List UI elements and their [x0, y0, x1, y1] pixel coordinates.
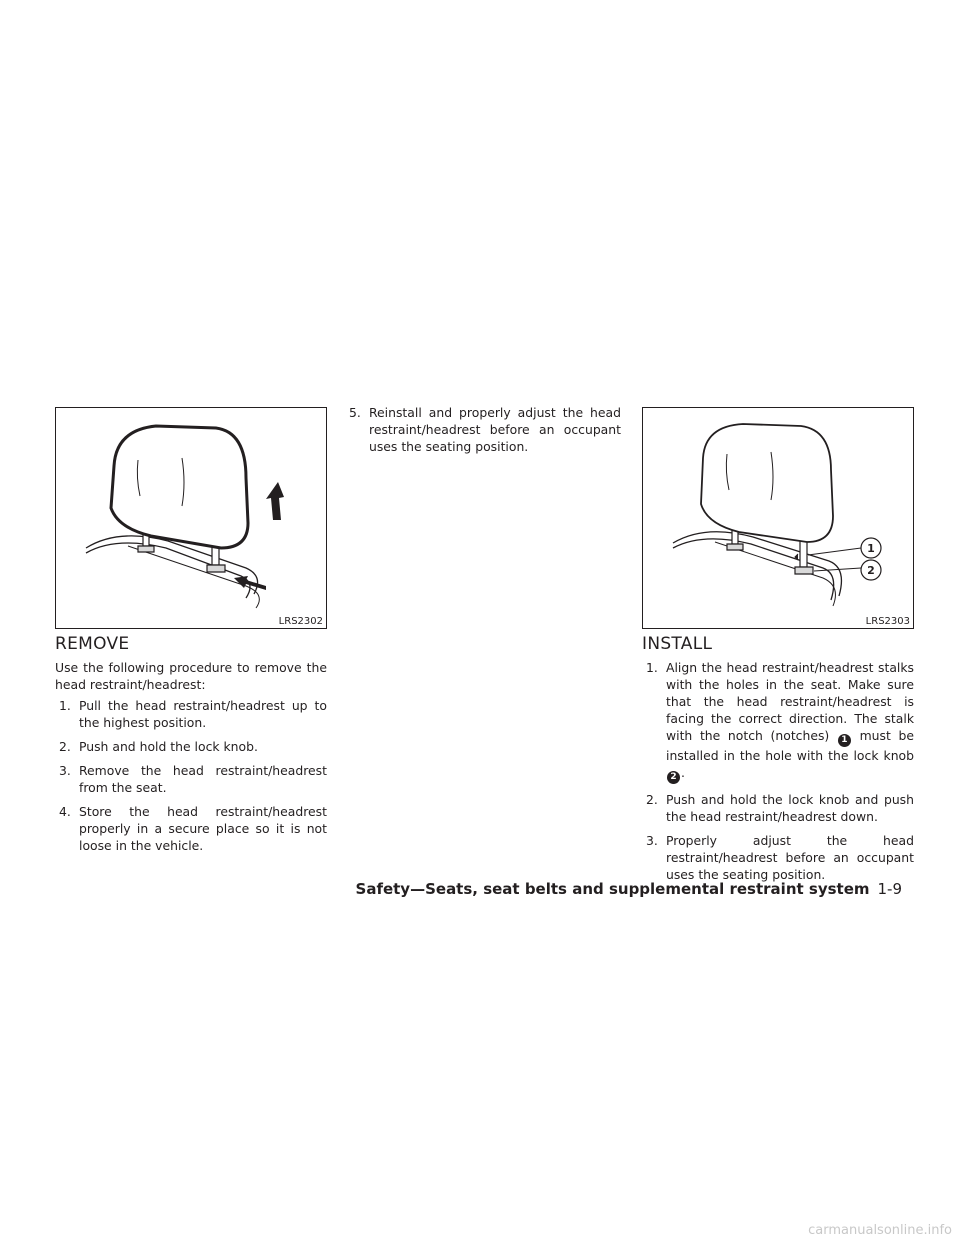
footer-section-title: Safety—Seats, seat belts and supplemental restraint system	[355, 880, 870, 898]
callout-2: 2	[867, 564, 875, 577]
remove-step-3: 3. Remove the head restraint/headrest from the seat.	[59, 763, 327, 795]
install-heading: INSTALL	[642, 634, 713, 654]
page-number: 1-9	[877, 880, 902, 898]
figure-code: LRS2303	[865, 616, 910, 627]
install-step-3: 3. Properly adjust the head restraint/headrest before an occupant uses the seating position.	[646, 833, 914, 882]
install-step-1: 1. Align the head restraint/headrest stalks with the holes in the seat. Make sure that the head restraint/headrest is facing the correct direction. The stalk with the notch (notches) 1 must be installed in the hole with the lock knob 2 .	[646, 660, 914, 782]
callout-1: 1	[867, 542, 875, 555]
headrest-remove-illustration	[56, 408, 328, 630]
headrest-install-illustration	[643, 408, 915, 630]
install-steps	[642, 659, 914, 890]
watermark: carmanualsonline.info	[808, 1223, 952, 1238]
remove-intro: Use the following procedure to remove the head restraint/headrest:	[55, 660, 327, 692]
badge-1: 1	[838, 734, 851, 747]
remove-step-5: 5. Reinstall and properly adjust the head restraint/headrest before an occupant uses the seating position.	[349, 405, 621, 454]
figure-install	[642, 407, 914, 629]
install-step-2: 2. Push and hold the lock knob and push the head restraint/headrest down.	[646, 792, 914, 824]
page-footer	[356, 880, 902, 898]
figure-remove	[55, 407, 327, 629]
remove-heading: REMOVE	[55, 634, 130, 654]
badge-2: 2	[667, 771, 680, 784]
remove-step-4: 4. Store the head restraint/headrest properly in a secure place so it is not loose in the vehicle.	[59, 804, 327, 853]
remove-step-2: 2. Push and hold the lock knob.	[59, 739, 258, 754]
remove-steps	[55, 697, 327, 861]
remove-step-1: 1. Pull the head restraint/headrest up to the highest position.	[59, 698, 327, 730]
figure-code: LRS2302	[278, 616, 323, 627]
remove-steps-continued	[345, 404, 621, 462]
